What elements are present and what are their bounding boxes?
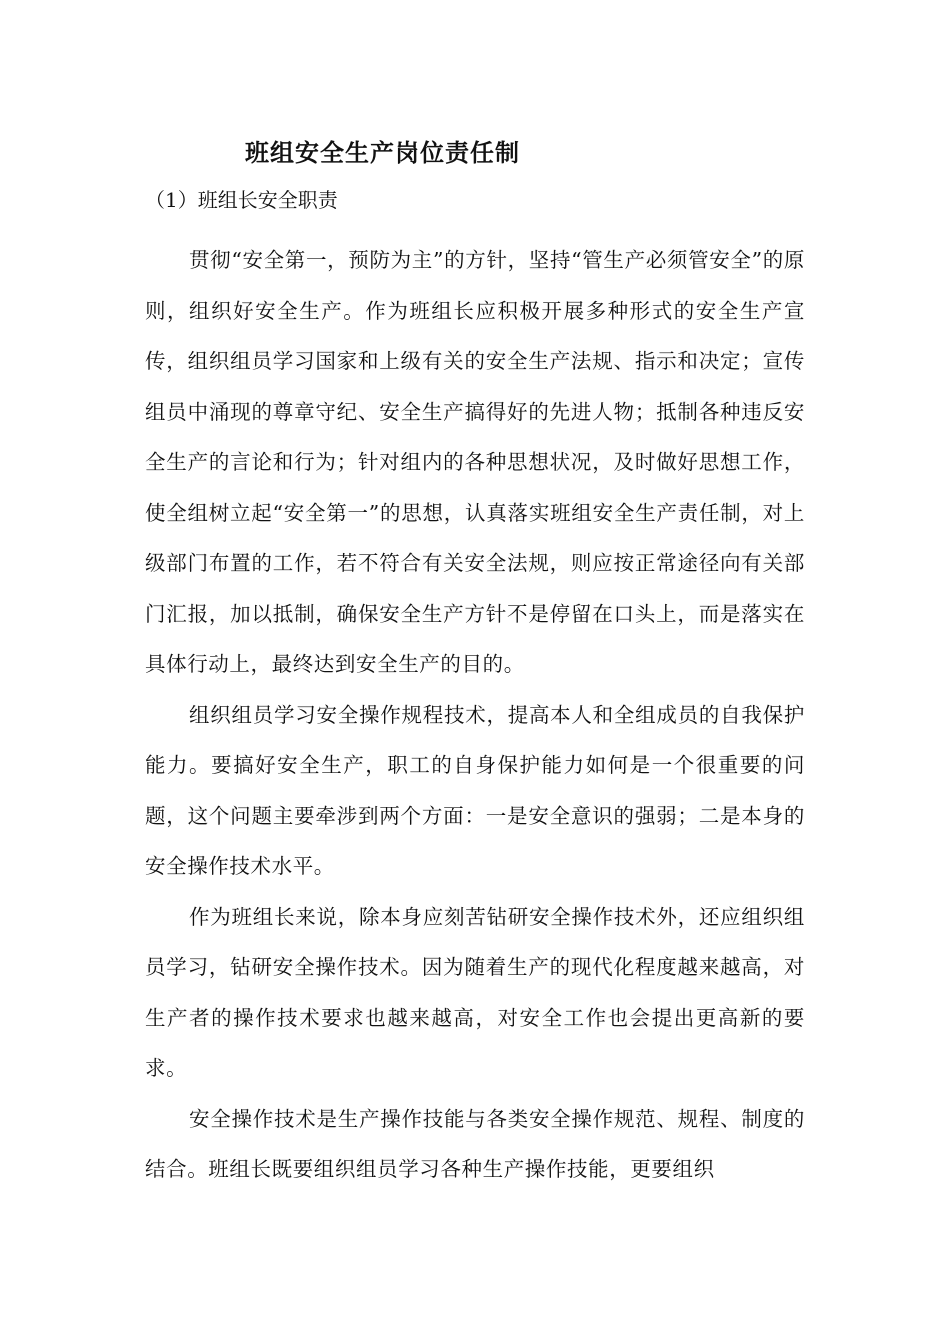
paragraph-2: 组织组员学习安全操作规程技术，提高本人和全组成员的自我保护能力。要搞好安全生产，职工的自身保护能力如何是一个很重要的问题，这个问题主要牵涉到两个方面：一是安全意识的强弱；二是本身的安全操作技术水平。 bbox=[145, 702, 805, 878]
section-heading: （1）班组长安全职责 bbox=[145, 188, 338, 212]
document-body bbox=[145, 235, 805, 1195]
document-title: 班组安全生产岗位责任制 bbox=[245, 138, 520, 167]
paragraph-4: 安全操作技术是生产操作技能与各类安全操作规范、规程、制度的结合。班组长既要组织组员学习各种生产操作技能，更要组织 bbox=[145, 1106, 805, 1181]
paragraph-3: 作为班组长来说，除本身应刻苦钻研安全操作技术外，还应组织组员学习，钻研安全操作技术。因为随着生产的现代化程度越来越高，对生产者的操作技术要求也越来越高，对安全工作也会提出更高新的要求。 bbox=[145, 904, 805, 1080]
paragraph-1: 贯彻“安全第一，预防为主”的方针，坚持“管生产必须管安全”的原则，组织好安全生产。作为班组长应积极开展多种形式的安全生产宣传，组织组员学习国家和上级有关的安全生产法规、指示和决定；宣传组员中涌现的尊章守纪、安全生产搞得好的先进人物；抵制各种违反安全生产的言论和行为；针对组内的各种思想状况，及时做好思想工作，使全组树立起“安全第一”的思想，认真落实班组安全生产责任制，对上级部门布置的工作，若不符合有关安全法规，则应按正常途径向有关部门汇报，加以抵制，确保安全生产方针不是停留在口头上，而是落实在具体行动上，最终达到安全生产的目的。 bbox=[145, 248, 805, 676]
